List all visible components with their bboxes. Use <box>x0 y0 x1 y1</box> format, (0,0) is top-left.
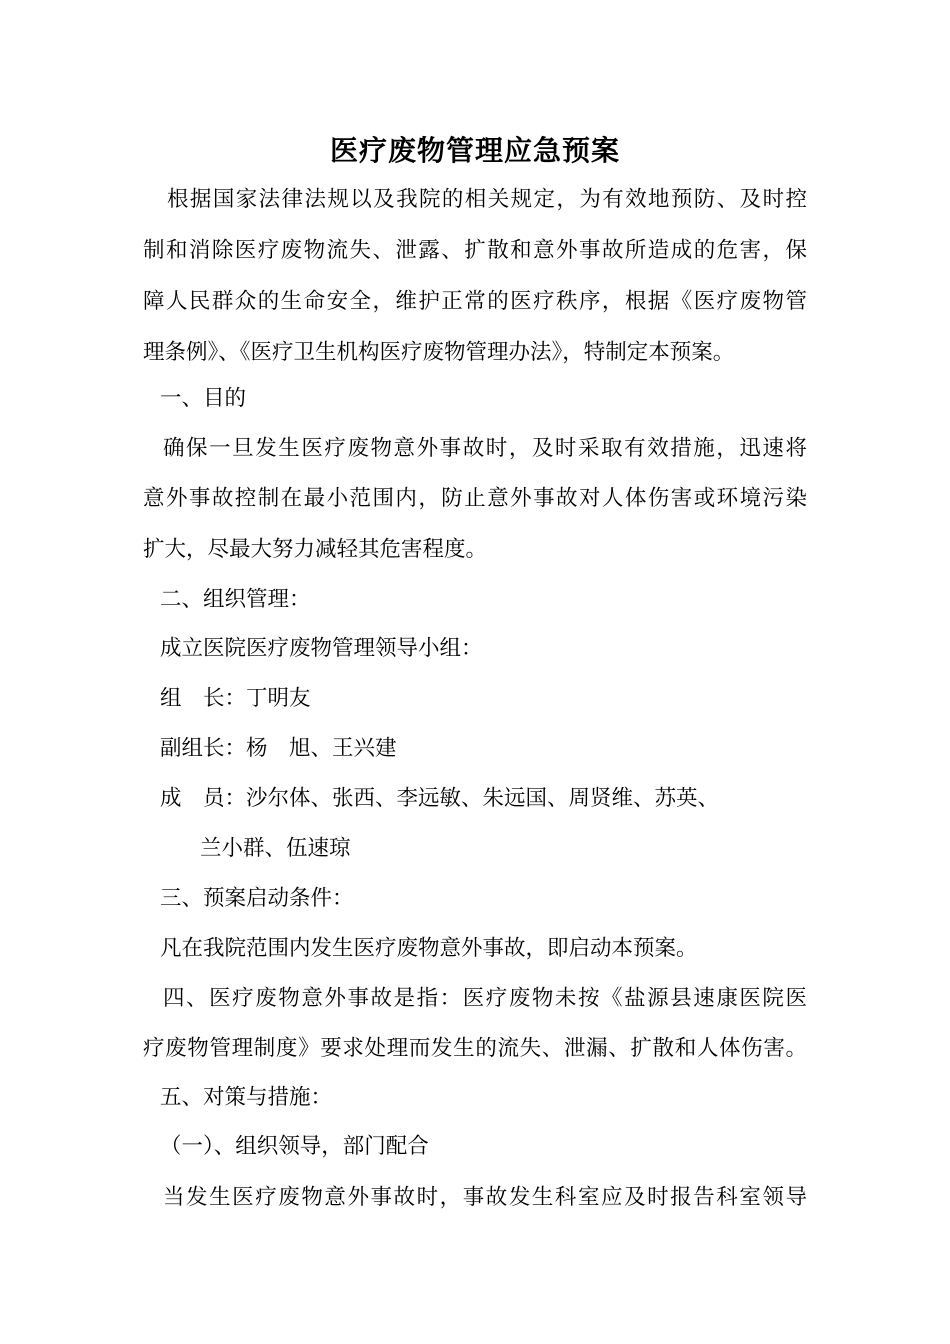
paragraph-line: 凡在我院范围内发生医疗废物意外事故，即启动本预案。 <box>160 936 698 961</box>
paragraph-line: 根据国家法律法规以及我院的相关规定，为有效地预防、及时控 <box>167 187 807 212</box>
section-heading: 五、对策与措施： <box>160 1085 333 1110</box>
paragraph-line: 扩大，尽最大努力减轻其危害程度。 <box>143 537 488 562</box>
section-heading: 三、预案启动条件： <box>160 886 354 911</box>
team-members-continued: 兰小群、伍速琼 <box>200 836 351 861</box>
paragraph-line: 成立医院医疗废物管理领导小组： <box>160 636 483 661</box>
section-heading: 二、组织管理： <box>160 587 311 612</box>
subsection-heading: （一）、组织领导，部门配合 <box>160 1134 429 1159</box>
section-heading: 四、医疗废物意外事故是指：医疗废物未按《盐源县速康医院医 <box>163 986 807 1011</box>
paragraph-line: 疗废物管理制度》要求处理而发生的流失、泄漏、扩散和人体伤害。 <box>143 1036 807 1061</box>
paragraph-line: 障人民群众的生命安全，维护正常的医疗秩序，根据《医疗废物管 <box>143 289 807 314</box>
document-title: 医疗废物管理应急预案 <box>329 134 620 167</box>
team-deputy: 副组长：杨 旭、王兴建 <box>160 736 397 761</box>
section-heading: 一、目的 <box>160 386 247 411</box>
paragraph-line: 理条例》、《医疗卫生机构医疗废物管理办法》，特制定本预案。 <box>143 340 735 365</box>
paragraph-line: 当发生医疗废物意外事故时，事故发生科室应及时报告科室领导 <box>163 1185 807 1210</box>
paragraph-line: 制和消除医疗废物流失、泄露、扩散和意外事故所造成的危害，保 <box>143 238 807 263</box>
team-members: 成 员：沙尔体、张西、李远敏、朱远国、周贤维、苏英、 <box>160 786 720 811</box>
paragraph-line: 意外事故控制在最小范围内，防止意外事故对人体伤害或环境污染 <box>143 486 807 511</box>
team-leader: 组 长：丁明友 <box>160 686 311 711</box>
paragraph-line: 确保一旦发生医疗废物意外事故时，及时采取有效措施，迅速将 <box>163 436 807 461</box>
